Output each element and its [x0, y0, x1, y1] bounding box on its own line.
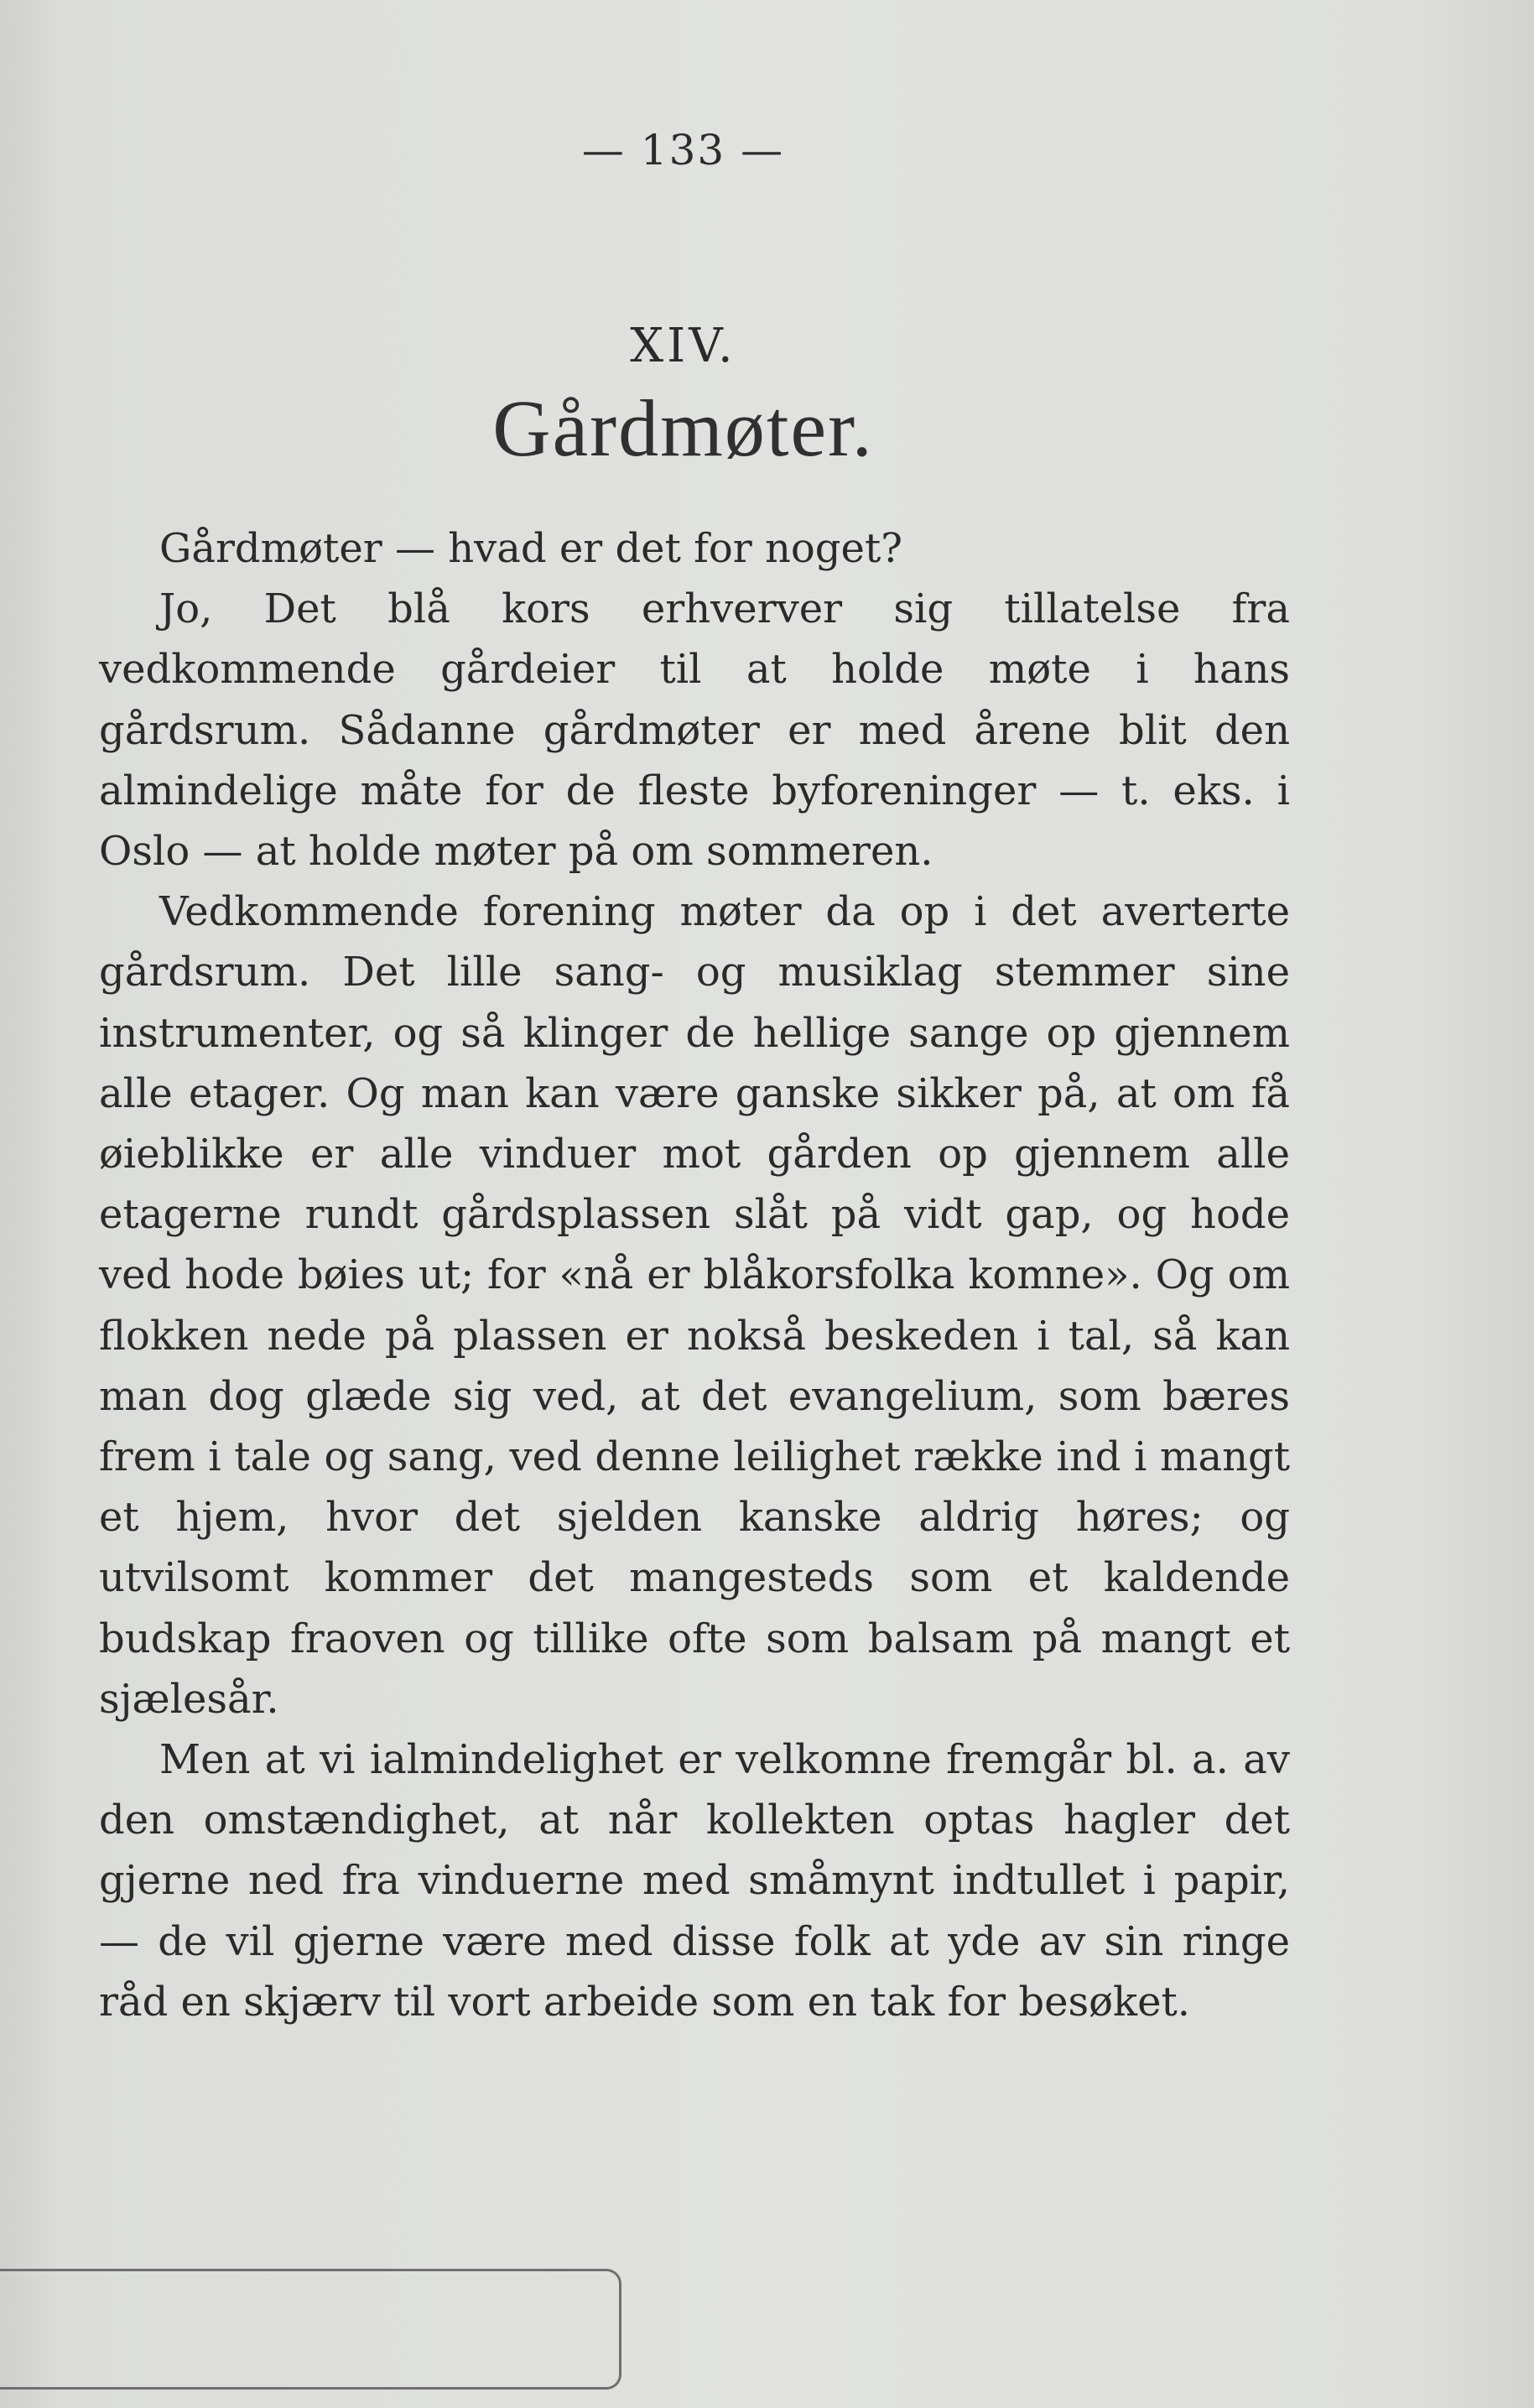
paragraph-3: Vedkommende forening møter da op i det averterte gårdsrum. Det lille sang- og musiklag stemmer sine instrumenter, og så klinger de hellige sange op gjennem alle etager. Og man kan være ganske sikker på, at om få øieblikke er alle vinduer mot gården op gjennem alle etagerne rundt gårdsplassen slåt på vidt gap, og hode ved hode bøies ut; for «nå er blåkorsfolka komne». Og om flokken nede på plassen er nokså beskeden i tal, så kan man dog glæde sig ved, at det evangelium, som bæres frem i tale og sang, ved denne leilighet række ind i mangt et hjem, hvor det sjelden kanske aldrig høres; og utvilsomt kommer det mangesteds som et kaldende budskap fraoven og tillike ofte som balsam på mangt et sjælesår.: [99, 888, 1290, 1723]
paragraph-1: Gårdmøter — hvad er det for noget?: [159, 525, 902, 572]
library-stamp-frame: [0, 2269, 621, 2390]
chapter-body: [99, 518, 1290, 2032]
paragraph-2: Jo, Det blå kors erhverver sig tillatelse fra vedkommende gårdeier til at holde møte i hans gårdsrum. Sådanne gårdmøter er med årene blit den almindelige måte for de fleste byforeninger — t. eks. i Oslo — at holde møter på om sommeren.: [99, 585, 1290, 876]
chapter-number: XIV.: [630, 319, 736, 373]
page-number: — 133 —: [581, 126, 785, 174]
paragraph-4: Men at vi ialmindelighet er velkomne fremgår bl. a. av den omstændighet, at når kollekten optas hagler det gjerne ned fra vinduerne med småmynt indtullet i papir, — de vil gjerne være med disse folk at yde av sin ringe råd en skjærv til vort arbeide som en tak for besøket.: [99, 1736, 1290, 2026]
chapter-title: Gårdmøter.: [492, 383, 874, 473]
